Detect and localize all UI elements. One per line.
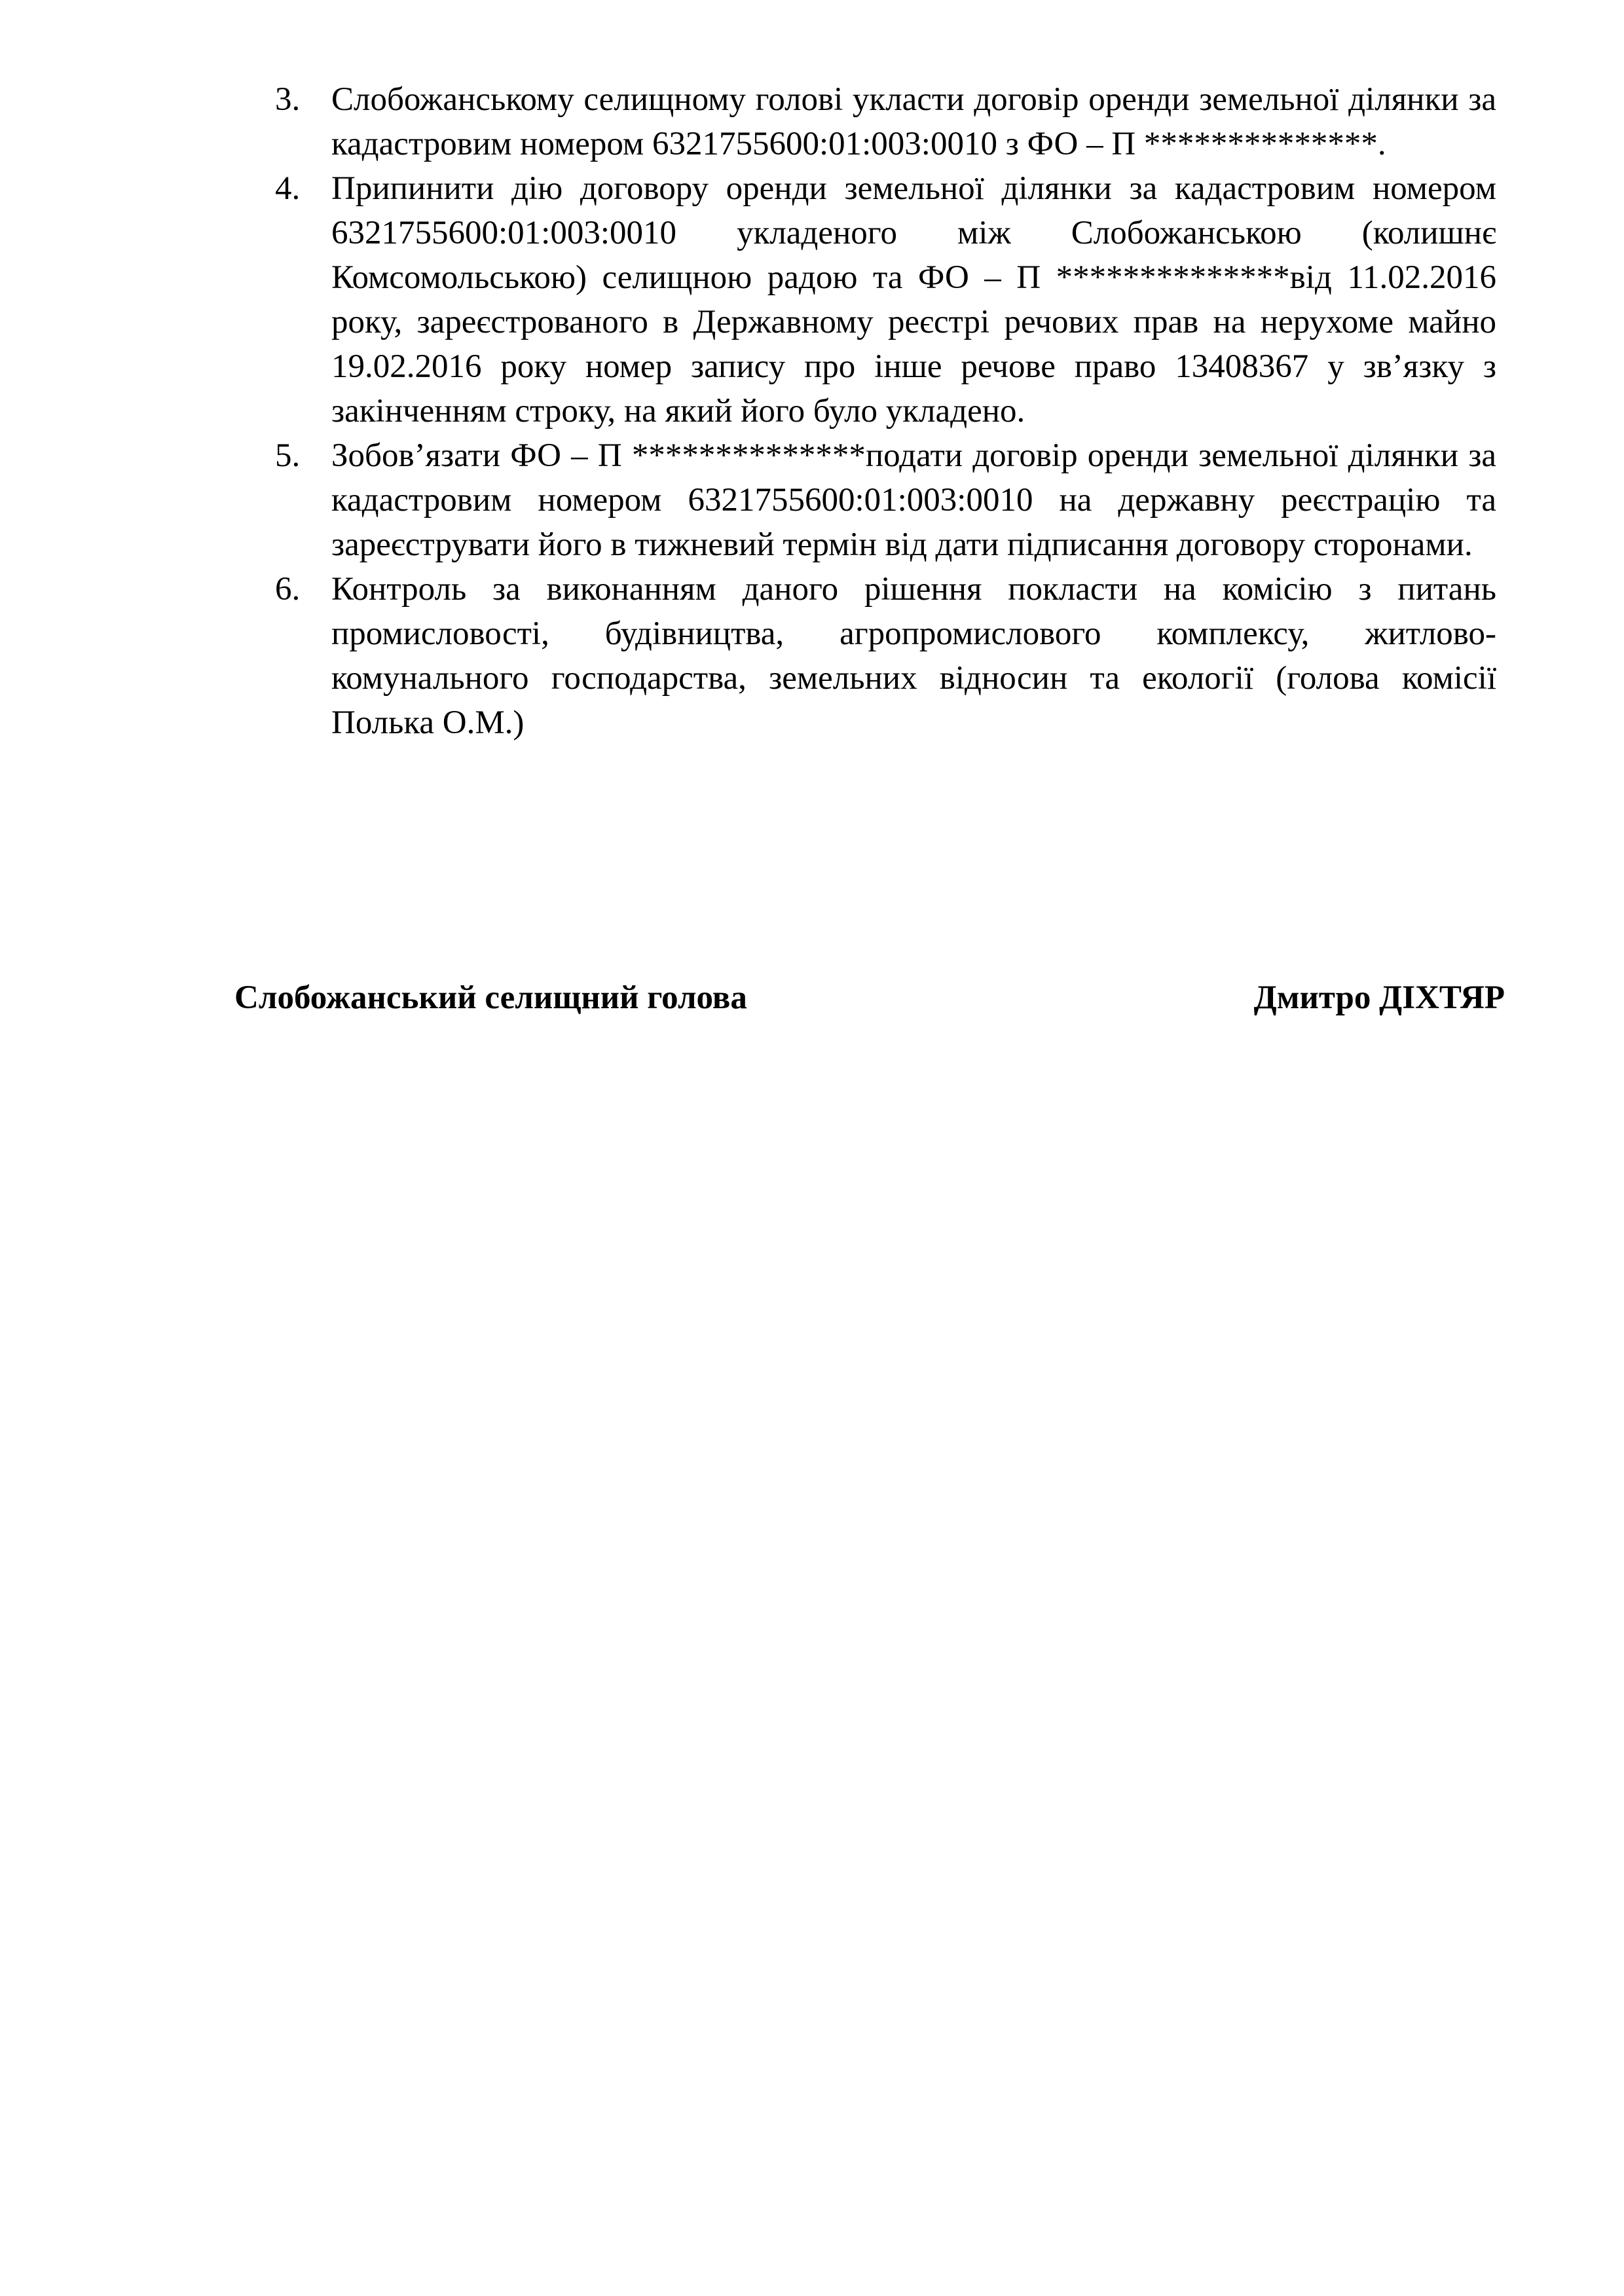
item-text: Зобов’язати ФО – П **************подати договір оренди земельної ділянки за кадастровим номером 6321755600:01:003:0010 на державну реєстрацію та зареєструвати його в тижневий термін від дати підписання договору сторонами. <box>331 437 1496 563</box>
item-text: Припинити дію договору оренди земельної ділянки за кадастровим номером 6321755600:01:003:0010 укладеного між Слобожанською (колишнє Комсомольською) селищною радою та ФО – П **************від 11.02.2016 року, зареєстрованого в Державному реєстрі речових прав на нерухоме майно 19.02.2016 року номер запису про інше речове право 13408367 у зв’язку з закінченням строку, на який його було укладено. <box>331 170 1496 429</box>
item-number: 5. <box>275 437 301 474</box>
item-number: 4. <box>275 170 301 207</box>
item-text: Контроль за виконанням даного рішення покласти на комісію з питань промисловості, будівництва, агропромислового комплексу, житлово-комунального господарства, земельних відносин та екології (голова комісії Полька О.М.) <box>331 571 1496 741</box>
signature-name: Дмитро ДІХТЯР <box>1253 979 1505 1016</box>
signature-title: Слобожанський селищний голова <box>234 979 747 1016</box>
decision-items-list <box>275 77 1496 745</box>
item-number: 6. <box>275 571 301 608</box>
decision-item-3 <box>275 77 1496 166</box>
decision-item-6 <box>275 567 1496 745</box>
item-text: Слобожанському селищному голові укласти договір оренди земельної ділянки за кадастровим номером 6321755600:01:003:0010 з ФО – П **************. <box>331 81 1496 162</box>
item-number: 3. <box>275 81 301 118</box>
decision-item-4 <box>275 166 1496 433</box>
decision-item-5 <box>275 433 1496 567</box>
signature-block <box>234 975 1505 1028</box>
